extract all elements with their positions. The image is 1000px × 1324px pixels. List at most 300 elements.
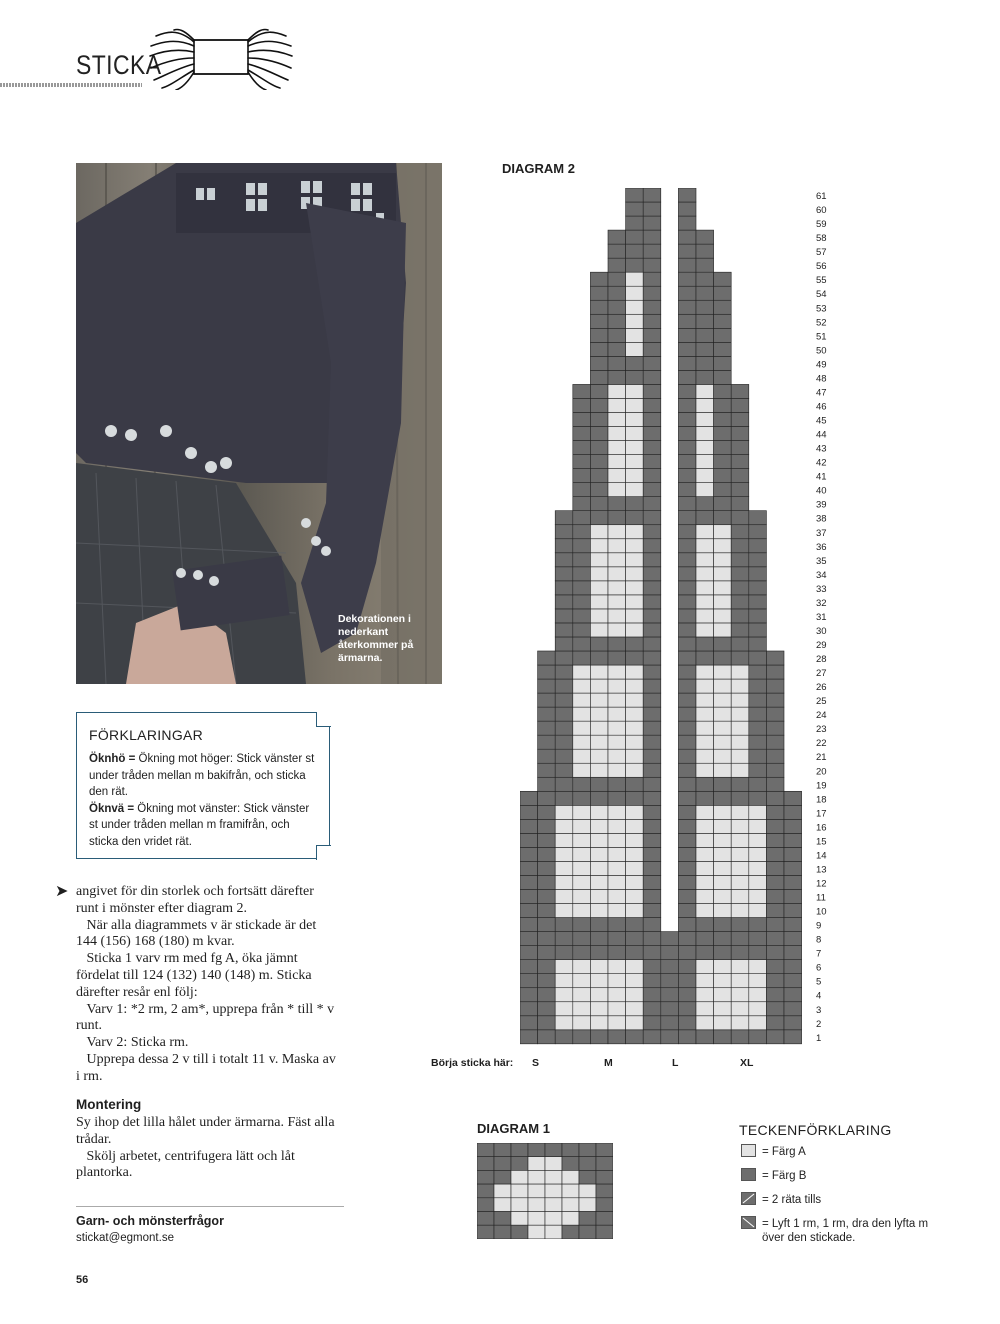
chart-cell xyxy=(538,693,556,707)
chart-cell xyxy=(661,1002,679,1016)
chart-cell xyxy=(784,819,802,833)
chart-cell xyxy=(555,918,573,932)
row-number: 56 xyxy=(816,261,827,273)
key-heading: TECKENFÖRKLARING xyxy=(739,1122,892,1138)
row-number: 3 xyxy=(816,1004,822,1016)
chart-cell xyxy=(608,230,626,244)
chart-cell xyxy=(784,791,802,805)
chart-cell xyxy=(596,1184,613,1198)
chart-cell xyxy=(590,693,608,707)
chart-cell xyxy=(608,286,626,300)
chart-cell xyxy=(555,1016,573,1030)
chart-cell xyxy=(555,609,573,623)
chart-cell xyxy=(626,651,644,665)
chart-cell xyxy=(590,904,608,918)
chart-cell xyxy=(766,805,784,819)
chart-cell xyxy=(678,833,696,847)
row-number: 21 xyxy=(816,752,827,764)
chart-cell xyxy=(678,890,696,904)
chart-cell xyxy=(766,1016,784,1030)
chart-cell xyxy=(678,258,696,272)
chart-cell xyxy=(511,1157,528,1171)
chart-cell xyxy=(784,875,802,889)
chart-cell xyxy=(626,272,644,286)
chart-cell xyxy=(608,651,626,665)
legend-heading: FÖRKLARINGAR xyxy=(89,727,204,743)
chart-cell xyxy=(590,805,608,819)
chart-cell xyxy=(528,1157,545,1171)
contact-heading: Garn- och mönsterfrågor xyxy=(76,1214,224,1228)
chart-cell xyxy=(538,974,556,988)
chart-cell xyxy=(766,904,784,918)
chart-cell xyxy=(608,763,626,777)
diagram2-chart xyxy=(520,188,830,1054)
page-number: 56 xyxy=(76,1274,89,1286)
chart-cell xyxy=(626,847,644,861)
chart-cell xyxy=(608,539,626,553)
chart-cell xyxy=(696,595,714,609)
light-swatch-icon xyxy=(741,1144,756,1157)
chart-cell xyxy=(520,833,538,847)
row-number: 26 xyxy=(816,682,827,694)
chart-cell xyxy=(573,932,591,946)
chart-cell xyxy=(731,847,749,861)
chart-cell xyxy=(678,356,696,370)
chart-cell xyxy=(696,384,714,398)
chart-cell xyxy=(626,721,644,735)
chart-cell xyxy=(555,791,573,805)
chart-cell xyxy=(731,960,749,974)
chart-cell xyxy=(520,932,538,946)
chart-cell xyxy=(608,567,626,581)
chart-cell xyxy=(749,932,767,946)
chart-cell xyxy=(608,553,626,567)
chart-cell xyxy=(555,567,573,581)
chart-cell xyxy=(714,469,732,483)
chart-cell xyxy=(696,258,714,272)
chart-cell xyxy=(661,960,679,974)
key-item-color-b xyxy=(741,1168,931,1183)
chart-cell xyxy=(784,1002,802,1016)
chart-cell xyxy=(590,791,608,805)
chart-cell xyxy=(731,511,749,525)
chart-cell xyxy=(766,1002,784,1016)
chart-cell xyxy=(749,861,767,875)
chart-cell xyxy=(678,286,696,300)
chart-cell xyxy=(714,525,732,539)
chart-cell xyxy=(590,749,608,763)
row-number: 18 xyxy=(816,794,827,806)
diagram1-title: DIAGRAM 1 xyxy=(477,1121,550,1136)
chart-cell xyxy=(678,455,696,469)
row-number: 59 xyxy=(816,219,827,231)
chart-cell xyxy=(590,679,608,693)
chart-cell xyxy=(696,286,714,300)
chart-cell xyxy=(643,721,661,735)
chart-cell xyxy=(678,384,696,398)
chart-cell xyxy=(678,763,696,777)
chart-cell xyxy=(643,904,661,918)
chart-cell xyxy=(596,1143,613,1157)
chart-cell xyxy=(643,286,661,300)
chart-cell xyxy=(626,441,644,455)
chart-cell xyxy=(714,553,732,567)
row-number: 52 xyxy=(816,317,827,329)
chart-cell xyxy=(678,441,696,455)
chart-cell xyxy=(626,637,644,651)
chart-cell xyxy=(573,904,591,918)
chart-cell xyxy=(608,721,626,735)
chart-cell xyxy=(555,833,573,847)
photo-caption: Dekorationen i nederkant återkommer på ärmarna. xyxy=(338,613,414,664)
chart-cell xyxy=(714,455,732,469)
chart-cell xyxy=(555,749,573,763)
chart-cell xyxy=(608,791,626,805)
chart-cell xyxy=(477,1198,494,1212)
chart-cell xyxy=(678,791,696,805)
chart-cell xyxy=(555,539,573,553)
chart-cell xyxy=(608,679,626,693)
chart-cell xyxy=(608,581,626,595)
row-number: 2 xyxy=(816,1018,822,1030)
chart-cell xyxy=(590,342,608,356)
chart-cell xyxy=(678,918,696,932)
chart-cell xyxy=(714,791,732,805)
chart-cell xyxy=(608,946,626,960)
chart-cell xyxy=(573,595,591,609)
chart-cell xyxy=(573,721,591,735)
chart-cell xyxy=(784,974,802,988)
row-number: 46 xyxy=(816,401,827,413)
row-number: 31 xyxy=(816,611,827,623)
chart-cell xyxy=(626,258,644,272)
chart-cell xyxy=(749,567,767,581)
chart-cell xyxy=(696,356,714,370)
chart-cell xyxy=(555,721,573,735)
chart-cell xyxy=(766,861,784,875)
chart-cell xyxy=(590,497,608,511)
chart-cell xyxy=(538,819,556,833)
chart-cell xyxy=(643,398,661,412)
chart-cell xyxy=(477,1170,494,1184)
chart-cell xyxy=(626,833,644,847)
row-number: 61 xyxy=(816,191,827,203)
chart-cell xyxy=(749,805,767,819)
chart-cell xyxy=(590,328,608,342)
chart-cell xyxy=(626,455,644,469)
chart-cell xyxy=(643,974,661,988)
chart-cell xyxy=(643,553,661,567)
chart-cell xyxy=(643,749,661,763)
chart-cell xyxy=(538,763,556,777)
chart-cell xyxy=(608,258,626,272)
chart-cell xyxy=(766,763,784,777)
chart-cell xyxy=(714,679,732,693)
chart-cell xyxy=(714,595,732,609)
chart-cell xyxy=(643,1002,661,1016)
chart-cell xyxy=(643,946,661,960)
chart-cell xyxy=(696,511,714,525)
chart-cell xyxy=(608,819,626,833)
chart-cell xyxy=(573,623,591,637)
chart-cell xyxy=(731,483,749,497)
chart-cell xyxy=(608,875,626,889)
chart-cell xyxy=(626,707,644,721)
dark-swatch-icon xyxy=(741,1168,756,1181)
chart-cell xyxy=(714,665,732,679)
chart-cell xyxy=(643,427,661,441)
chart-cell xyxy=(573,861,591,875)
chart-cell xyxy=(626,679,644,693)
chart-cell xyxy=(573,1016,591,1030)
chart-cell xyxy=(731,918,749,932)
row-number: 12 xyxy=(816,878,827,890)
chart-cell xyxy=(696,553,714,567)
chart-cell xyxy=(590,469,608,483)
chart-cell xyxy=(643,370,661,384)
chart-cell xyxy=(696,539,714,553)
chart-cell xyxy=(608,847,626,861)
chart-cell xyxy=(528,1212,545,1226)
chart-cell xyxy=(555,805,573,819)
chart-cell xyxy=(608,469,626,483)
chart-cell xyxy=(766,918,784,932)
chart-cell xyxy=(573,553,591,567)
chart-cell xyxy=(590,833,608,847)
chart-cell xyxy=(643,581,661,595)
chart-cell xyxy=(731,693,749,707)
chart-cell xyxy=(590,763,608,777)
chart-cell xyxy=(590,567,608,581)
chart-cell xyxy=(538,875,556,889)
chart-cell xyxy=(696,244,714,258)
chart-cell xyxy=(714,988,732,1002)
chart-cell xyxy=(678,847,696,861)
chart-cell xyxy=(626,665,644,679)
chart-cell xyxy=(643,623,661,637)
chart-cell xyxy=(643,511,661,525)
chart-cell xyxy=(520,847,538,861)
chart-cell xyxy=(538,988,556,1002)
chart-cell xyxy=(608,623,626,637)
chart-cell xyxy=(696,412,714,426)
chart-cell xyxy=(714,427,732,441)
chart-cell xyxy=(714,932,732,946)
chart-cell xyxy=(596,1212,613,1226)
chart-cell xyxy=(766,735,784,749)
chart-cell xyxy=(643,918,661,932)
chart-cell xyxy=(590,890,608,904)
chart-cell xyxy=(590,370,608,384)
chart-cell xyxy=(766,833,784,847)
chart-cell xyxy=(643,595,661,609)
chart-cell xyxy=(731,735,749,749)
chart-cell xyxy=(528,1198,545,1212)
chart-cell xyxy=(494,1157,511,1171)
chart-cell xyxy=(608,384,626,398)
chart-cell xyxy=(608,595,626,609)
chart-cell xyxy=(678,553,696,567)
chart-cell xyxy=(573,875,591,889)
chart-cell xyxy=(696,609,714,623)
chart-cell xyxy=(573,427,591,441)
chart-cell xyxy=(749,777,767,791)
chart-cell xyxy=(596,1157,613,1171)
chart-cell xyxy=(714,581,732,595)
chart-cell xyxy=(573,777,591,791)
chart-cell xyxy=(766,932,784,946)
row-number: 13 xyxy=(816,864,827,876)
chart-cell xyxy=(678,342,696,356)
chart-cell xyxy=(494,1184,511,1198)
chart-cell xyxy=(696,791,714,805)
chart-cell xyxy=(696,497,714,511)
chart-cell xyxy=(714,300,732,314)
chart-cell xyxy=(520,875,538,889)
chart-cell xyxy=(749,763,767,777)
chart-cell xyxy=(678,567,696,581)
chart-cell xyxy=(749,890,767,904)
chart-cell xyxy=(590,300,608,314)
chart-cell xyxy=(714,904,732,918)
chart-cell xyxy=(573,525,591,539)
chart-cell xyxy=(749,693,767,707)
chart-cell xyxy=(545,1143,562,1157)
chart-cell xyxy=(643,328,661,342)
chart-cell xyxy=(643,244,661,258)
chart-cell xyxy=(573,455,591,469)
chart-cell xyxy=(555,988,573,1002)
chart-cell xyxy=(608,497,626,511)
chart-cell xyxy=(555,777,573,791)
chart-cell xyxy=(579,1157,596,1171)
row-number: 37 xyxy=(816,527,827,539)
chart-cell xyxy=(596,1170,613,1184)
chart-cell xyxy=(626,300,644,314)
chart-cell xyxy=(626,230,644,244)
chart-cell xyxy=(573,946,591,960)
chart-cell xyxy=(714,918,732,932)
chart-cell xyxy=(643,861,661,875)
chart-cell xyxy=(714,637,732,651)
chart-cell xyxy=(749,721,767,735)
chart-cell xyxy=(766,960,784,974)
chart-cell xyxy=(590,974,608,988)
chart-cell xyxy=(696,932,714,946)
chart-cell xyxy=(714,539,732,553)
chart-cell xyxy=(714,707,732,721)
chart-cell xyxy=(538,833,556,847)
chart-cell xyxy=(643,805,661,819)
chart-cell xyxy=(608,637,626,651)
instruction-paragraph: Sticka 1 varv rm med fg A, öka jämnt fördelat till 124 (132) 140 (148) m. Sticka därefter resår enl följ: xyxy=(76,951,312,1000)
chart-cell xyxy=(784,904,802,918)
chart-cell xyxy=(766,707,784,721)
chart-cell xyxy=(766,791,784,805)
chart-cell xyxy=(573,749,591,763)
chart-cell xyxy=(579,1184,596,1198)
chart-cell xyxy=(696,427,714,441)
chart-cell xyxy=(766,721,784,735)
chart-cell xyxy=(626,974,644,988)
sweater-photo xyxy=(76,163,442,684)
chart-cell xyxy=(678,300,696,314)
chart-cell xyxy=(538,861,556,875)
chart-cell xyxy=(626,356,644,370)
chart-cell xyxy=(643,230,661,244)
chart-cell xyxy=(661,988,679,1002)
chart-cell xyxy=(766,777,784,791)
chart-cell xyxy=(545,1198,562,1212)
continue-arrow-icon: ➤ xyxy=(55,883,69,900)
montering-heading: Montering xyxy=(76,1097,142,1112)
chart-cell xyxy=(643,707,661,721)
chart-cell xyxy=(731,890,749,904)
chart-cell xyxy=(714,875,732,889)
chart-cell xyxy=(714,567,732,581)
legend-definition: Ökning mot höger: Stick vänster st under tråden mellan m bakifrån, och sticka den rät. xyxy=(89,753,315,798)
chart-cell xyxy=(643,763,661,777)
chart-cell xyxy=(528,1184,545,1198)
chart-cell xyxy=(749,539,767,553)
instruction-paragraph: När alla diagrammets v är stickade är det 144 (156) 168 (180) m kvar. xyxy=(76,917,317,950)
chart-cell xyxy=(590,525,608,539)
chart-cell xyxy=(590,398,608,412)
chart-cell xyxy=(608,356,626,370)
chart-cell xyxy=(520,805,538,819)
chart-cell xyxy=(590,483,608,497)
chart-cell xyxy=(590,623,608,637)
chart-cell xyxy=(545,1157,562,1171)
chart-cell xyxy=(749,974,767,988)
chart-cell xyxy=(626,342,644,356)
chart-cell xyxy=(643,679,661,693)
chart-cell xyxy=(511,1198,528,1212)
chart-cell xyxy=(538,651,556,665)
legend-box xyxy=(76,712,330,859)
chart-cell xyxy=(573,833,591,847)
row-number: 19 xyxy=(816,780,827,792)
row-number: 38 xyxy=(816,513,827,525)
chart-cell xyxy=(784,960,802,974)
chart-cell xyxy=(562,1184,579,1198)
chart-cell xyxy=(678,469,696,483)
chart-cell xyxy=(555,707,573,721)
chart-cell xyxy=(766,946,784,960)
chart-cell xyxy=(511,1225,528,1239)
chart-cell xyxy=(696,398,714,412)
chart-cell xyxy=(608,932,626,946)
chart-cell xyxy=(749,525,767,539)
chart-cell xyxy=(608,974,626,988)
key-item-skpo xyxy=(741,1216,952,1245)
row-number: 57 xyxy=(816,247,827,259)
chart-cell xyxy=(608,370,626,384)
chart-cell xyxy=(661,946,679,960)
chart-cell xyxy=(608,412,626,426)
chart-cell xyxy=(678,497,696,511)
chart-cell xyxy=(477,1143,494,1157)
chart-cell xyxy=(573,847,591,861)
row-number: 40 xyxy=(816,485,827,497)
row-number: 54 xyxy=(816,289,827,301)
chart-cell xyxy=(573,581,591,595)
row-number: 51 xyxy=(816,331,827,343)
chart-cell xyxy=(555,875,573,889)
chart-cell xyxy=(626,525,644,539)
chart-cell xyxy=(538,735,556,749)
row-number: 27 xyxy=(816,668,827,680)
